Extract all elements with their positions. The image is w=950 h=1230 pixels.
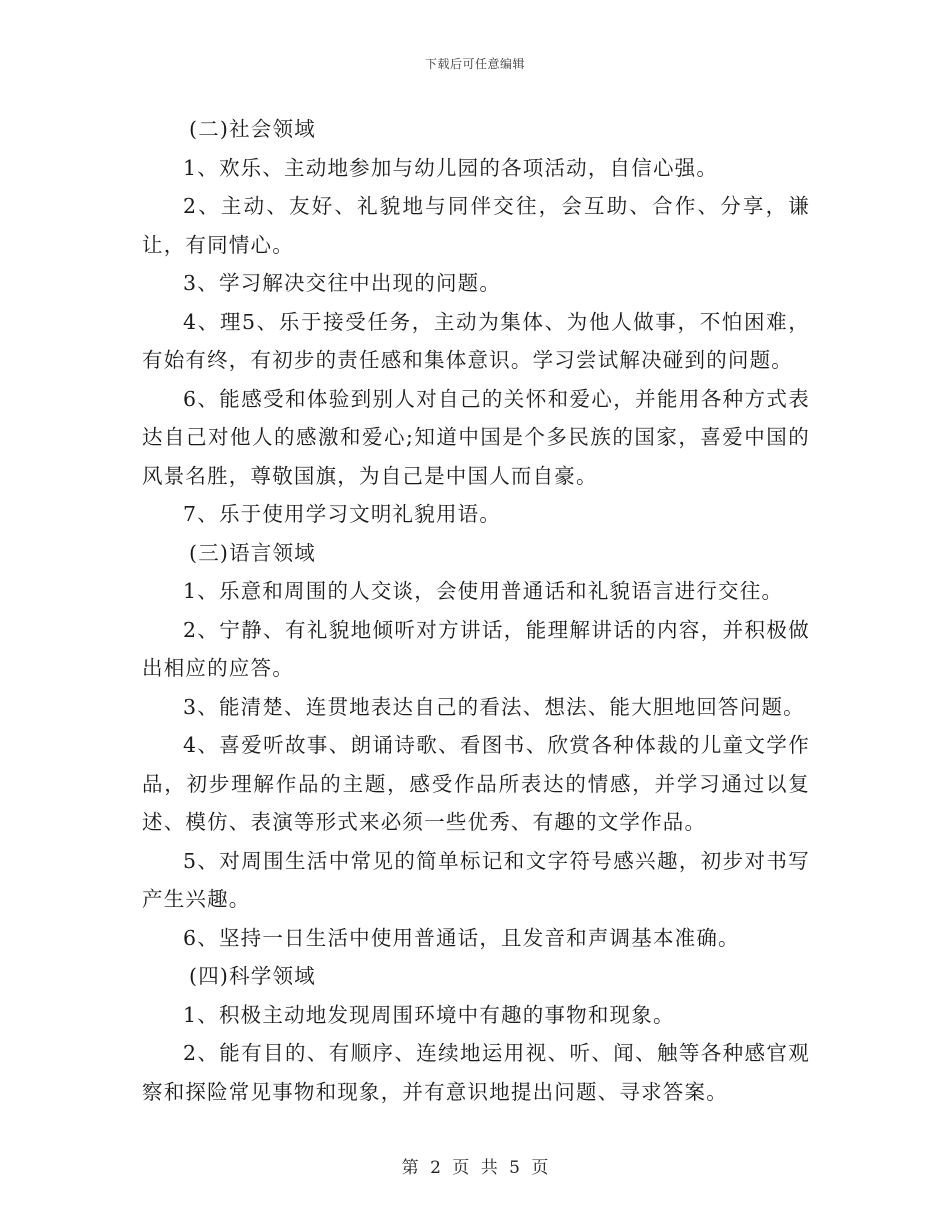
section-heading-language: (三)语言领域: [189, 540, 316, 565]
page-number-footer: 第 2 页 共 5 页: [401, 1158, 549, 1178]
list-item: 1、乐意和周围的人交谈，会使用普通话和礼貌语言进行交往。: [183, 579, 784, 603]
list-item: 4、喜爱听故事、朗诵诗歌、看图书、欣赏各种体裁的儿童文学作品，初步理解作品的主题，感受作品所表达的情感，并学习通过以复述、模仿、表演等形式来必须一些优秀、有趣的文学作品。: [142, 733, 810, 834]
list-item: 6、能感受和体验到别人对自己的关怀和爱心，并能用各种方式表达自己对他人的感激和爱心;知道中国是个多民族的国家，喜爱中国的风景名胜，尊敬国旗，为自己是中国人而自豪。: [142, 386, 810, 488]
document-body: [142, 110, 810, 1111]
section-heading-social: (二)社会领域: [189, 117, 316, 141]
list-item: 3、学习解决交往中出现的问题。: [183, 271, 502, 295]
list-item: 2、宁静、有礼貌地倾听对方讲话，能理解讲话的内容，并积极做出相应的应答。: [142, 617, 810, 680]
list-item: 3、能清楚、连贯地表达自己的看法、想法、能大胆地回答问题。: [183, 694, 805, 719]
section-heading-science: (四)科学领域: [189, 964, 316, 988]
list-item: 2、能有目的、有顺序、连续地运用视、听、闻、触等各种感官观察和探险常见事物和现象，并有意识地提出问题、寻求答案。: [142, 1041, 810, 1104]
list-item: 6、坚持一日生活中使用普通话，且发音和声调基本准确。: [183, 925, 740, 950]
list-item: 2、主动、友好、礼貌地与同伴交往，会互助、合作、分享，谦让，有同情心。: [142, 194, 810, 257]
page-header-note: 下载后可任意编辑: [424, 57, 525, 71]
list-item: 4、理5、乐于接受任务，主动为集体、为他人做事，不怕困难，有始有终，有初步的责任感和集体意识。学习尝试解决碰到的问题。: [142, 309, 810, 372]
list-item: 1、欢乐、主动地参加与幼儿园的各项活动，自信心强。: [183, 155, 719, 180]
list-item: 5、对周围生活中常见的简单标记和文字符号感兴趣，初步对书写产生兴趣。: [142, 848, 810, 911]
list-item: 1、积极主动地发现周围环境中有趣的事物和现象。: [183, 1002, 675, 1027]
list-item: 7、乐于使用学习文明礼貌用语。: [183, 502, 502, 526]
